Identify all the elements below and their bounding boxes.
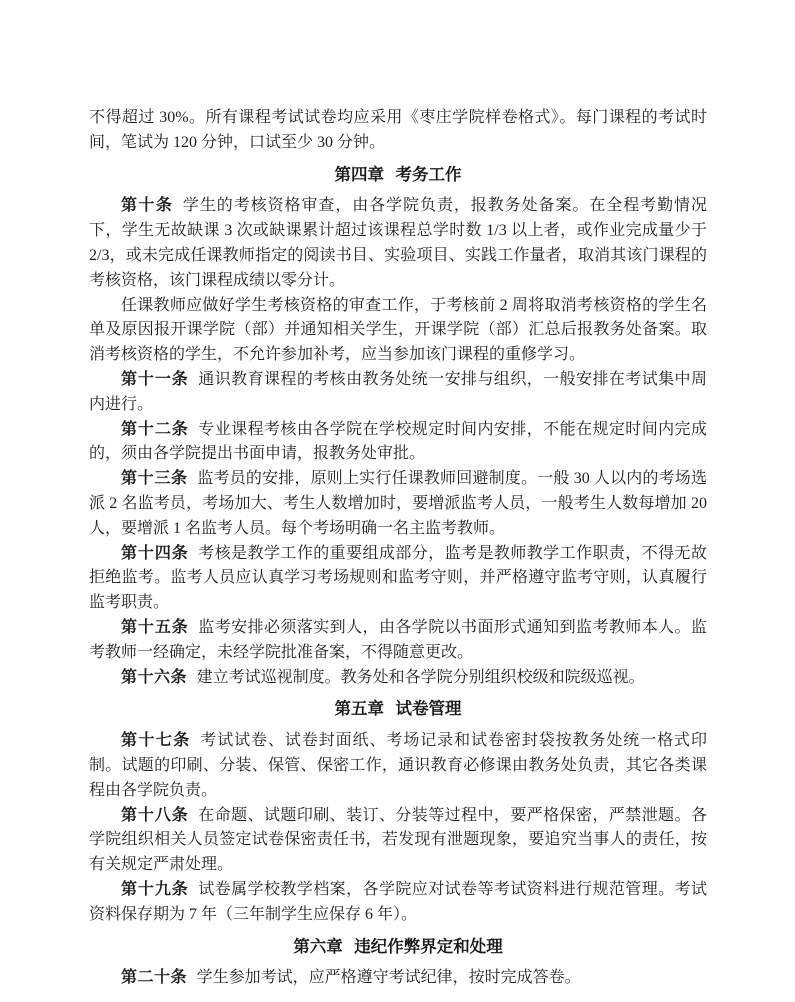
body-paragraph xyxy=(89,616,707,666)
article-number-label: 第十条 xyxy=(121,197,174,215)
paragraph-text: 学生的考核资格审查，由各学院负责，报教务处备案。在全程考勤情况下，学生无故缺课 3 次或缺课累计超过该课程总学时数 1/3 以上者，或作业完成量少于 2/3，或未完成任课教师指定的阅读书目、实验项目、实践工作量者，取消其该门课程的考核资格，该门课程成绩以零分计。 xyxy=(89,197,707,289)
body-paragraph xyxy=(89,368,707,418)
article-number-label: 第十二条 xyxy=(121,420,189,438)
paragraph-text: 试卷属学校教学档案，各学院应对试卷等考试资料进行规范管理。考试资料保存期为 7 年（三年制学生应保存 6 年）。 xyxy=(89,880,707,923)
chapter-heading: 第六章 违纪作弊界定和处理 xyxy=(293,936,503,956)
article-number-label: 第十六条 xyxy=(121,668,188,686)
article-number-label: 第十八条 xyxy=(121,806,189,824)
body-paragraph xyxy=(89,729,707,803)
body-paragraph xyxy=(89,418,707,468)
body-paragraph xyxy=(89,467,707,541)
body-paragraph xyxy=(89,966,707,991)
paragraph-text: 任课教师应做好学生考核资格的审查工作，于考核前 2 周将取消考核资格的学生名单及原因报开课学院（部）并通知相关学生，开课学院（部）汇总后报教务处备案。取消考核资格的学生，不允许参加补考，应当参加该门课程的重修学习。 xyxy=(89,296,707,364)
body-paragraph xyxy=(89,106,707,156)
paragraph-text: 在命题、试题印刷、装订、分装等过程中，要严格保密，严禁泄题。各学院组织相关人员签定试卷保密责任书，若发现有泄题现象，要追究当事人的责任，按有关规定严肃处理。 xyxy=(89,806,707,874)
paragraph-text: 考试试卷、试卷封面纸、考场记录和试卷密封袋按教务处统一格式印制。试题的印刷、分装、保管、保密工作，通识教育必修课由教务处负责，其它各类课程由各学院负责。 xyxy=(89,732,707,799)
paragraph-text: 监考安排必须落实到人，由各学院以书面形式通知到监考教师本人。监考教师一经确定，未经学院批准备案，不得随意更改。 xyxy=(89,618,707,661)
body-paragraph xyxy=(89,804,707,878)
article-number-label: 第十三条 xyxy=(121,470,188,488)
paragraph-text: 监考员的安排，原则上实行任课教师回避制度。一般 30 人以内的考场选派 2 名监考员，考场加大、考生人数增加时，要增派监考人员，一般考生人数每增加 20 人，要增派 1 名监考人员。每个考场明确一名主监考教师。 xyxy=(89,470,707,537)
body-paragraph xyxy=(89,666,707,691)
chapter-heading: 第五章 试卷管理 xyxy=(334,699,462,719)
paragraph-text: 不得超过 30%。所有课程考试试卷均应采用《枣庄学院样卷格式》。每门课程的考试时间，笔试为 120 分钟，口试至少 30 分钟。 xyxy=(89,109,707,151)
article-number-label: 第二十条 xyxy=(121,969,188,987)
article-number-label: 第十一条 xyxy=(121,370,189,388)
paragraph-text: 通识教育课程的考核由教务处统一安排与组织，一般安排在考试集中周内进行。 xyxy=(89,370,707,413)
paragraph-text: 建立考试巡视制度。教务处和各学院分别组织校级和院级巡视。 xyxy=(196,668,645,686)
body-paragraph xyxy=(89,542,707,616)
paragraph-text: 学生参加考试，应严格遵守考试纪律，按时完成答卷。 xyxy=(196,969,581,987)
article-number-label: 第十七条 xyxy=(121,732,191,750)
body-paragraph xyxy=(89,194,707,293)
chapter-heading: 第四章 考务工作 xyxy=(334,164,462,184)
article-number-label: 第十四条 xyxy=(121,544,189,562)
body-paragraph xyxy=(89,878,707,928)
article-number-label: 第十五条 xyxy=(121,618,189,636)
article-number-label: 第十九条 xyxy=(121,880,189,898)
paragraph-text: 考核是教学工作的重要组成部分，监考是教师教学工作职责，不得无故拒绝监考。监考人员应认真学习考场规则和监考守则，并严格遵守监考守则，认真履行监考职责。 xyxy=(89,544,707,612)
body-paragraph xyxy=(89,294,707,368)
paragraph-text: 专业课程考核由各学院在学校规定时间内安排，不能在规定时间内完成的，须由各学院提出书面申请，报教务处审批。 xyxy=(89,420,707,463)
